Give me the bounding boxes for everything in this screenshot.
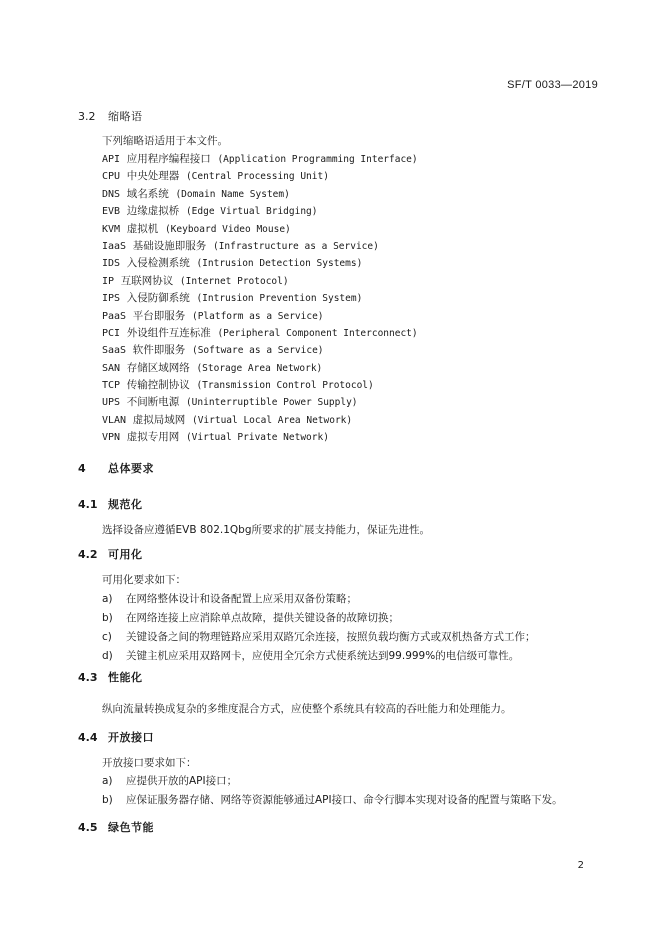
abbreviation-english: (Virtual Private Network) — [185, 432, 329, 444]
list-item — [102, 774, 563, 793]
list-item-marker: a) — [102, 775, 113, 787]
section-number: 4.5 — [78, 821, 98, 834]
list-item-marker: c) — [102, 631, 112, 643]
abbreviation-english: (Central Processing Unit) — [185, 171, 329, 183]
abbreviation-chinese: 不间断电源 — [126, 396, 180, 409]
abbreviation-item — [102, 326, 418, 343]
list-item-marker: b) — [102, 612, 113, 624]
abbreviation-item — [102, 413, 418, 430]
abbreviation-chinese: 平台即服务 — [132, 309, 186, 322]
section-4-2-list — [102, 592, 536, 668]
abbreviation-code: EVB — [102, 206, 121, 218]
abbreviation-chinese: 传输控制协议 — [126, 379, 190, 392]
abbreviation-english: (Transmission Control Protocol) — [196, 380, 374, 392]
section-4-3-heading — [78, 671, 143, 685]
abbreviation-chinese: 虚拟局域网 — [132, 413, 186, 426]
document-code: SF/T 0033—2019 — [507, 79, 598, 91]
abbreviation-english: (Intrusion Detection Systems) — [196, 258, 363, 270]
abbreviation-chinese: 基础设施即服务 — [132, 239, 207, 252]
abbreviation-item — [102, 378, 418, 395]
section-4-1-heading — [78, 498, 143, 512]
section-title: 规范化 — [108, 498, 143, 511]
abbreviation-item — [102, 309, 418, 326]
abbreviation-english: (Application Programming Interface) — [217, 154, 418, 165]
abbreviation-code: IPS — [102, 293, 121, 305]
abbreviation-item — [102, 395, 418, 412]
section-3-2-intro: 下列缩略语适用于本文件。 — [102, 135, 228, 147]
abbreviation-item — [102, 169, 418, 186]
section-4-4-intro: 开放接口要求如下： — [102, 757, 197, 769]
section-4-4-list — [102, 774, 563, 812]
abbreviation-english: (Peripheral Component Interconnect) — [217, 327, 418, 339]
abbreviation-english: (Keyboard Video Mouse) — [164, 223, 291, 235]
section-title: 开放接口 — [108, 731, 154, 744]
abbreviation-code: PaaS — [102, 310, 127, 322]
list-item — [102, 592, 536, 611]
abbreviation-code: SAN — [102, 362, 121, 374]
section-4-2-heading — [78, 548, 143, 562]
abbreviation-code: VLAN — [102, 414, 127, 426]
abbreviation-item — [102, 430, 418, 447]
abbreviation-code: DNS — [102, 188, 121, 200]
abbreviation-english: (Domain Name System) — [175, 188, 290, 200]
section-4-4-heading — [78, 731, 154, 745]
page-number: 2 — [577, 860, 584, 871]
abbreviation-code: IP — [102, 275, 115, 287]
list-item-text: 在网络整体设计和设备配置上应采用双备份策略； — [126, 593, 357, 605]
abbreviation-code: SaaS — [102, 345, 127, 357]
section-4-3-text: 纵向流量转换成复杂的多维度混合方式，应使整个系统具有较高的吞吐能力和处理能力。 — [102, 703, 512, 715]
list-item-marker: a) — [102, 593, 113, 605]
abbreviation-chinese: 虚拟机 — [126, 222, 159, 235]
abbreviation-english: (Virtual Local Area Network) — [191, 414, 353, 426]
abbreviation-code: PCI — [102, 327, 121, 339]
abbreviation-list — [102, 152, 418, 448]
abbreviation-item — [102, 187, 418, 204]
section-3-2-heading — [78, 110, 143, 124]
list-item-text: 在网络连接上应消除单点故障，提供关键设备的故障切换； — [126, 612, 399, 624]
abbreviation-item — [102, 239, 418, 256]
section-number: 4.2 — [78, 548, 98, 561]
list-item-marker: b) — [102, 794, 113, 806]
section-number: 4.4 — [78, 731, 98, 744]
abbreviation-chinese: 外设组件互连标准 — [126, 326, 211, 339]
abbreviation-english: (Uninterruptible Power Supply) — [185, 397, 358, 409]
abbreviation-item — [102, 361, 418, 378]
abbreviation-chinese: 中央处理器 — [126, 170, 180, 183]
abbreviation-english: (Platform as a Service) — [191, 310, 324, 322]
abbreviation-chinese: 存储区域网络 — [126, 361, 190, 374]
list-item — [102, 630, 536, 649]
abbreviation-item — [102, 291, 418, 308]
abbreviation-english: (Storage Area Network) — [196, 362, 323, 374]
section-4-heading — [78, 462, 154, 476]
abbreviation-chinese: 域名系统 — [126, 187, 169, 200]
list-item — [102, 793, 563, 812]
abbreviation-item — [102, 343, 418, 360]
abbreviation-item — [102, 152, 418, 169]
abbreviation-chinese: 应用程序编程接口 — [126, 153, 211, 165]
abbreviation-english: (Edge Virtual Bridging) — [185, 206, 318, 218]
abbreviation-code: API — [102, 154, 121, 165]
section-4-5-heading — [78, 821, 154, 835]
abbreviation-code: IDS — [102, 258, 121, 270]
section-title: 总体要求 — [108, 462, 154, 475]
section-number: 4.1 — [78, 498, 98, 511]
abbreviation-item — [102, 204, 418, 221]
list-item-text: 关键主机应采用双路网卡，应使用全冗余方式使系统达到99.999%的电信级可靠性。 — [126, 650, 520, 662]
abbreviation-english: (Software as a Service) — [191, 345, 324, 357]
abbreviation-chinese: 入侵检测系统 — [126, 257, 190, 270]
section-title: 绿色节能 — [108, 821, 154, 834]
abbreviation-chinese: 互联网协议 — [120, 274, 174, 287]
abbreviation-chinese: 软件即服务 — [132, 344, 186, 357]
section-4-2-intro: 可用化要求如下： — [102, 574, 186, 586]
section-number: 3.2 — [78, 110, 96, 123]
abbreviation-english: (Intrusion Prevention System) — [196, 293, 363, 305]
abbreviation-code: TCP — [102, 380, 121, 392]
section-title: 可用化 — [108, 548, 143, 561]
list-item-text: 关键设备之间的物理链路应采用双路冗余连接，按照负载均衡方式或双机热备方式工作； — [126, 631, 536, 643]
abbreviation-chinese: 虚拟专用网 — [126, 431, 180, 444]
list-item — [102, 649, 536, 668]
section-title: 性能化 — [108, 671, 143, 684]
section-number: 4.3 — [78, 671, 98, 684]
abbreviation-code: UPS — [102, 397, 121, 409]
list-item-text: 应提供开放的API接口； — [126, 775, 238, 787]
abbreviation-item — [102, 256, 418, 273]
abbreviation-code: CPU — [102, 171, 121, 183]
abbreviation-code: IaaS — [102, 240, 127, 252]
section-title: 缩略语 — [108, 110, 143, 123]
abbreviation-english: (Internet Protocol) — [179, 275, 289, 287]
abbreviation-chinese: 边缘虚拟桥 — [126, 205, 180, 218]
abbreviation-chinese: 入侵防御系统 — [126, 292, 190, 305]
abbreviation-english: (Infrastructure as a Service) — [212, 240, 379, 252]
list-item-marker: d) — [102, 650, 113, 662]
abbreviation-item — [102, 222, 418, 239]
abbreviation-code: VPN — [102, 432, 121, 444]
abbreviation-item — [102, 274, 418, 291]
list-item — [102, 611, 536, 630]
abbreviation-code: KVM — [102, 223, 121, 235]
list-item-text: 应保证服务器存储、网络等资源能够通过API接口、命令行脚本实现对设备的配置与策略下发。 — [126, 794, 563, 806]
section-number: 4 — [78, 462, 86, 475]
section-4-1-text: 选择设备应遵循EVB 802.1Qbg所要求的扩展支持能力，保证先进性。 — [102, 524, 431, 536]
